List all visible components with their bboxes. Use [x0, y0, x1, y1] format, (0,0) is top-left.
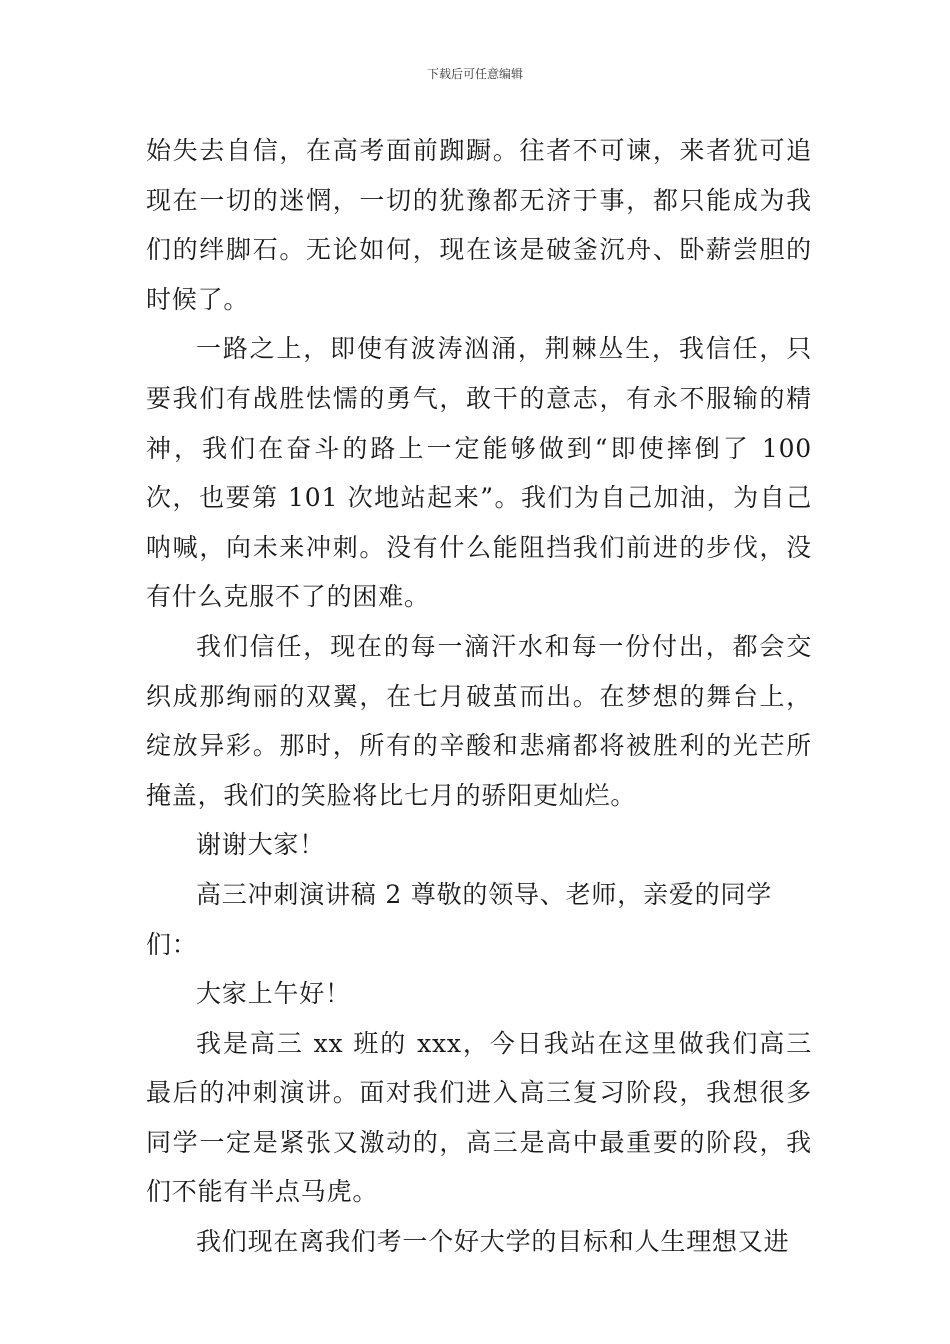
paragraph-greeting: 大家上午好！ — [196, 979, 351, 1009]
paragraph-continuation: 始失去自信，在高考面前踟蹰。往者不可谏，来者犹可追现在一切的迷惘，一切的犹豫都无济于事，都只能成为我们的绊脚石。无论如何，现在该是破釜沉舟、卧薪尝胆的时候了。 — [146, 136, 812, 314]
paragraph-thanks: 谢谢大家！ — [196, 830, 326, 860]
paragraph-perseverance: 一路之上，即使有波涛汹涌，荆棘丛生，我信任，只要我们有战胜怯懦的勇气，敢干的意志，有永不服输的精神，我们在奋斗的路上一定能够做到“即使摔倒了 100 次，也要第 101 次地站起来”。我们为自己加油，为自己呐喊，向未来冲刺。没有什么能阻挡我们前进的步伐，没有什么克服不了的困难。 — [146, 334, 812, 612]
document-body — [146, 126, 812, 1267]
page-header-note: 下载后可任意编辑 — [426, 67, 523, 81]
paragraph-introduction: 我是高三 xx 班的 xxx，今日我站在这里做我们高三最后的冲刺演讲。面对我们进入高三复习阶段，我想很多同学一定是紧张又激动的，高三是高中最重要的阶段，我们不能有半点马虎。 — [146, 1028, 812, 1207]
paragraph-goal: 我们现在离我们考一个好大学的目标和人生理想又进 — [196, 1227, 790, 1257]
paragraph-speech-2-title: 高三冲刺演讲稿 2 尊敬的领导、老师，亲爱的同学们： — [146, 879, 773, 959]
paragraph-belief: 我们信任，现在的每一滴汗水和每一份付出，都会交织成那绚丽的双翼，在七月破茧而出。在梦想的舞台上，绽放异彩。那时，所有的辛酸和悲痛都将被胜利的光芒所掩盖，我们的笑脸将比七月的骄阳更灿烂。 — [146, 631, 812, 810]
